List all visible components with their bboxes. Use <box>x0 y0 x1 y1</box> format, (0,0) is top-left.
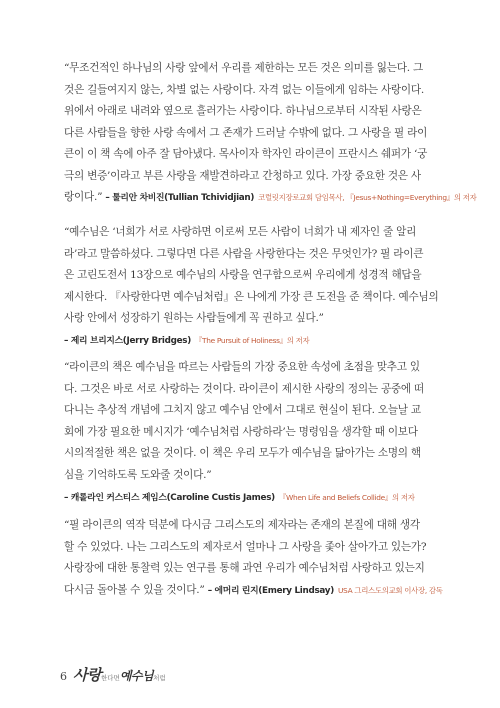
logo-sub-text: 한다면 <box>100 674 120 682</box>
quote-line: 은 고린도전서 13장으로 예수님의 사랑을 연구함으로써 우리에게 성경적 해답을 <box>64 269 422 281</box>
quote-line: “라이큰의 책은 예수님을 따르는 사람들의 가장 중요한 속성에 초점을 맞추고 있 <box>64 361 420 373</box>
quote-line: 극의 변증’이라고 부른 사랑을 재발견하라고 간청하고 있다. 가장 중요한 것은 사 <box>64 169 421 182</box>
quote-line: 다. 그것은 바로 서로 사랑하는 것이다. 라이큰이 제시한 사랑의 정의는 공중에 떠 <box>64 382 424 395</box>
quote-author: – 툴리안 차비진(Tullian Tchividjian) <box>105 193 255 203</box>
endorsement-quote-1 <box>64 58 477 210</box>
quote-author-role: 『When Life and Beliefs Collide』의 저자 <box>278 493 415 502</box>
quote-author-role: 『The Pursuit of Holiness』의 저자 <box>194 336 310 345</box>
logo-mid-text: 예수님 <box>119 669 154 683</box>
quote-line: “무조건적인 하나님의 사랑 앞에서 우리를 제한하는 모든 것은 의미를 잃는다. 그 <box>64 62 423 74</box>
quote-line-with-attribution <box>64 580 443 603</box>
quote-line: 다니는 추상적 개념에 그치지 않고 예수님 안에서 그대로 현실이 된다. 오늘날 교 <box>64 404 421 416</box>
quote-line: 랑이다.” <box>64 191 103 203</box>
logo-main-text: 사랑 <box>73 666 101 684</box>
endorsement-quote-3 <box>64 357 440 486</box>
quote-line: “필 라이큰의 역작 덕분에 다시금 그리스도의 제자라는 존재의 본질에 대해 생각 <box>64 519 420 531</box>
quote-line: 사랑장에 대한 통찰력 있는 연구를 통해 과연 우리가 예수님처럼 사랑하고 있는지 <box>64 562 425 574</box>
quote-line-with-attribution <box>64 187 477 210</box>
page-number: 6 <box>60 670 67 683</box>
quote-line: 큰이 이 책 속에 아주 잘 담아냈다. 목사이자 학자인 라이큰이 프란시스 쉐퍼가 ‘궁 <box>64 148 428 160</box>
quote-line: 시의적절한 책은 없을 것이다. 이 책은 우리 모두가 예수님을 닮아가는 소명의 핵 <box>64 447 421 459</box>
quote-author-role: 코럴릿지장로교회 담임목사, 『Jesus+Nothing=Everything』의 저자 <box>258 193 477 202</box>
quote-attribution-2 <box>64 331 440 348</box>
endorsement-quote-2 <box>64 222 440 330</box>
logo-sub-text: 처럼 <box>153 674 166 682</box>
quote-line: 할 수 있었다. 나는 그리스도의 제자로서 얼마나 그 사랑을 좇아 살아가고 있는가? <box>64 540 427 553</box>
quote-line: 사랑 안에서 성장하기 원하는 사람들에게 꼭 권하고 싶다.” <box>64 312 324 324</box>
quote-author: – 제리 브리지스(Jerry Bridges) <box>64 336 191 346</box>
quote-line: 회에 가장 필요한 메시지가 ‘예수님처럼 사랑하라’는 명령임을 생각할 때 이보다 <box>64 425 418 438</box>
quote-author-role: USA 그리스도의교회 이사장, 감독 <box>337 585 443 595</box>
quote-line: 것은 길들여지지 않는, 차별 없는 사랑이다. 자격 없는 이들에게 임하는 사랑이다. <box>64 83 424 96</box>
quote-line: 심을 기억하도록 도와줄 것이다.” <box>64 468 212 481</box>
quote-line: 다시금 돌아볼 수 있을 것이다.” <box>64 583 205 596</box>
quote-author: – 에머리 린지(Emery Lindsay) <box>207 585 334 596</box>
page-footer <box>60 664 166 685</box>
quote-line: 다른 사람들을 향한 사랑 속에서 그 존재가 드러날 수밖에 없다. 그 사랑을 필 라이 <box>64 126 428 139</box>
quote-line: 제시한다. 『사랑한다면 예수님처럼』은 나에게 가장 큰 도전을 준 책이다. 예수님의 <box>64 290 439 303</box>
quote-attribution-3 <box>64 488 440 505</box>
book-title-logo <box>73 664 166 685</box>
quote-line: 라’라고 말씀하셨다. 그렇다면 다른 사람을 사랑한다는 것은 무엇인가? 필 라이큰 <box>64 247 424 260</box>
quote-line: 위에서 아래로 내려와 옆으로 흘러가는 사랑이다. 하나님으로부터 시작된 사랑은 <box>64 105 422 117</box>
endorsement-quote-4 <box>64 515 443 602</box>
quote-line: “예수님은 ‘너희가 서로 사랑하면 이로써 모든 사람이 너희가 내 제자인 줄 알리 <box>64 226 417 238</box>
quote-author: – 캐롤라인 커스티스 제임스(Caroline Custis James) <box>64 493 275 503</box>
